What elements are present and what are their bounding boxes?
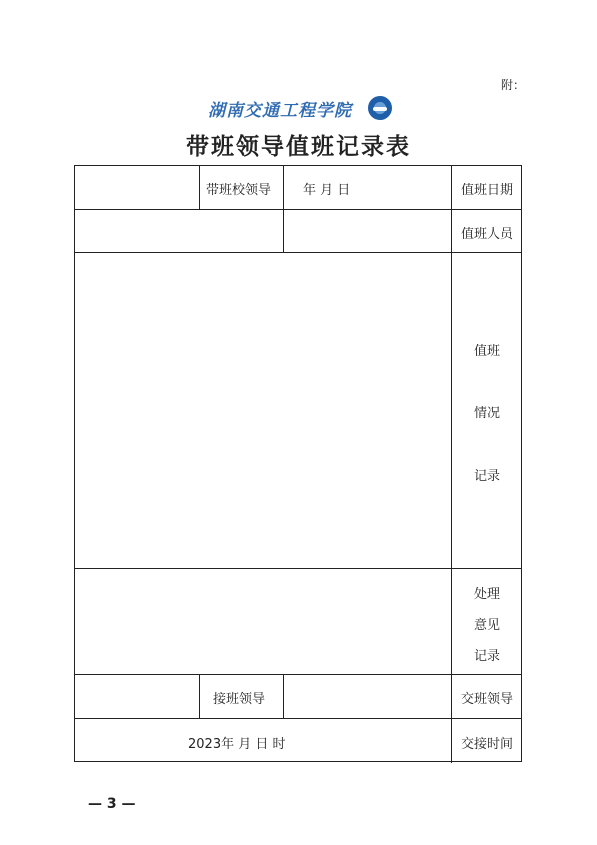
leader-label: 带班校领导 [206,183,272,198]
record-label-1: 值班 [474,344,501,359]
date-field[interactable]: 年 月 日 [303,183,351,198]
handling-label-2: 意见 [474,618,501,633]
handover-time-value[interactable]: 2023年 月 日 时 [188,737,286,752]
record-label-2: 情况 [474,406,501,421]
page-number: — 3 — [88,796,136,812]
college-logo [208,96,392,122]
duty-date-label: 值班日期 [461,183,514,198]
form-title: 带班领导值班记录表 [186,133,411,160]
attachment-note: 附： [500,78,525,92]
record-label-3: 记录 [474,469,501,484]
handover-time-label: 交接时间 [461,737,514,752]
duty-staff-label: 值班人员 [461,227,514,242]
duty-record-table [74,165,522,762]
college-name: 湖南交通工程学院 [208,101,352,121]
takeover-leader-label: 接班领导 [213,692,266,707]
school-emblem-icon [368,96,392,120]
handling-label-1: 处理 [474,587,501,602]
handover-leader-label: 交班领导 [461,692,514,707]
handling-label-3: 记录 [474,649,501,664]
